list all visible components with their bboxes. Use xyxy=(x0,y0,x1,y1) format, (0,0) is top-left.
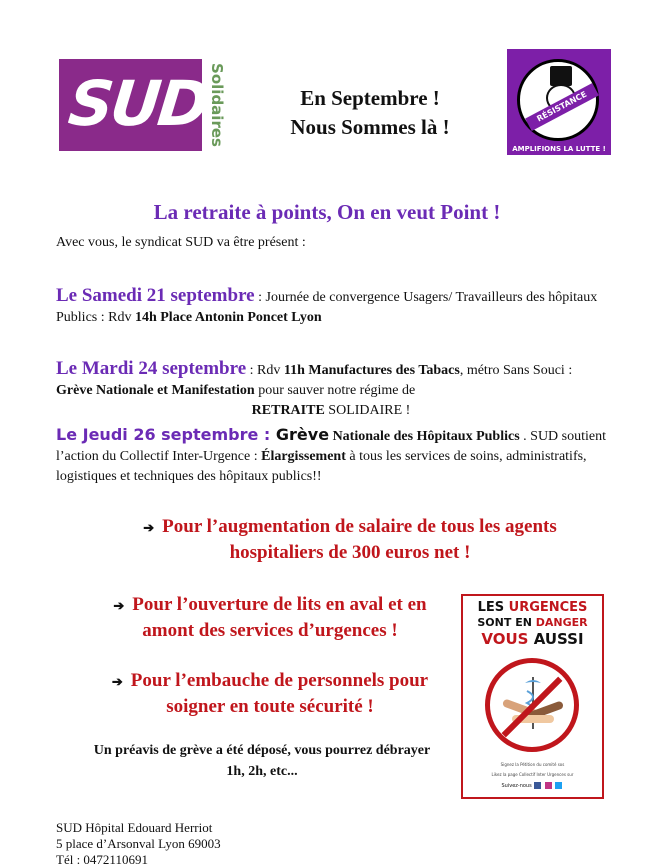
poster-social-icons xyxy=(463,782,602,789)
poster-icons-label: Suivez-nous xyxy=(501,783,532,789)
poster-line-1 xyxy=(463,600,602,615)
demand-beds-text-2: amont des services d’urgences ! xyxy=(142,620,398,641)
demand-hiring-text-1: Pour l’embauche de personnels pour xyxy=(130,670,429,691)
poster-fine-print-1: Signez la Pétition du comité sos xyxy=(500,762,565,767)
page-title: La retraite à points, On en veut Point ! xyxy=(153,200,501,224)
poster-l3-b: AUSSI xyxy=(528,630,584,648)
urgences-poster xyxy=(461,594,604,799)
heading-line-2: Nous Sommes là ! xyxy=(290,115,450,139)
demand-beds-line-1 xyxy=(80,592,460,618)
sud-logo-word: SUD xyxy=(65,67,211,140)
event-mardi-text-4: SOLIDAIRE ! xyxy=(324,403,411,418)
event-mardi-text-1: : Rdv xyxy=(246,363,284,378)
event-mardi-text-3: pour sauver notre régime de xyxy=(254,383,416,398)
poster-l3-a: VOUS xyxy=(481,630,529,648)
event-mardi-date: Le Mardi 24 septembre xyxy=(56,358,247,379)
facebook-icon xyxy=(534,782,541,789)
event-mardi-text-2: , métro Sans Souci : xyxy=(459,363,573,378)
demand-beds-text-1: Pour l’ouverture de lits en aval et en xyxy=(132,594,427,615)
demand-beds xyxy=(80,592,460,643)
resistance-logo xyxy=(507,49,611,155)
event-samedi-text: : Journée de convergence Usagers/ Travailleurs des hôpitaux Publics : Rdv xyxy=(56,290,598,325)
event-jeudi-title: Nationale des Hôpitaux Publics xyxy=(329,429,520,444)
preavis-notice xyxy=(52,740,472,782)
poster-l2-b: DANGER xyxy=(535,616,588,629)
demand-hiring-line-1 xyxy=(80,668,460,694)
twitter-icon xyxy=(555,782,562,789)
event-samedi-place: 14h Place Antonin Poncet Lyon xyxy=(134,310,322,325)
heading-line-1: En Septembre ! xyxy=(300,86,440,110)
demand-hiring-text-2: soigner en toute sécurité ! xyxy=(166,696,374,717)
arrow-right-icon: ➔ xyxy=(143,520,155,535)
poster-line-2 xyxy=(463,616,602,629)
arrow-right-icon: ➔ xyxy=(111,674,123,689)
event-mardi-action: Grève Nationale et Manifestation xyxy=(56,383,255,398)
footer-line-3: Tél : 0472110691 xyxy=(56,852,148,867)
resistance-logo-circle xyxy=(517,59,599,141)
event-samedi xyxy=(56,286,606,328)
prohibition-circle-icon xyxy=(485,658,579,752)
poster-l2-a: SONT EN xyxy=(477,616,536,629)
event-mardi-place: 11h Manufactures des Tabacs xyxy=(283,363,460,378)
event-jeudi xyxy=(56,425,606,487)
event-mardi xyxy=(56,359,606,421)
event-jeudi-elargissement: Élargissement xyxy=(261,449,346,464)
sud-logo xyxy=(59,59,229,151)
poster-line-3 xyxy=(463,630,602,648)
demand-salary-text-1: Pour l’augmentation de salaire de tous les agents xyxy=(162,516,557,537)
instagram-icon xyxy=(545,782,552,789)
demand-salary-text-2: hospitaliers de 300 euros net ! xyxy=(229,542,471,563)
demand-salary-line-1 xyxy=(90,514,610,540)
event-jeudi-text-2: à tous les services de soins, administratifs, logistiques et techniques des hôpitaux publics!! xyxy=(56,449,587,484)
intro-text: Avec vous, le syndicat SUD va être présent : xyxy=(56,235,306,250)
arrow-right-icon: ➔ xyxy=(113,598,125,613)
sud-logo-box xyxy=(59,59,211,151)
sud-logo-vertical xyxy=(205,59,229,151)
event-jeudi-text-1: . SUD soutient l’action du Collectif Inter-Urgence : xyxy=(56,429,606,464)
event-jeudi-date: Le Jeudi 26 septembre : xyxy=(56,425,271,444)
event-mardi-retraite xyxy=(56,401,606,421)
poster-l1-b: URGENCES xyxy=(508,600,588,615)
footer-address xyxy=(56,820,221,868)
demand-salary xyxy=(90,514,610,565)
event-jeudi-greve: Grève xyxy=(270,425,330,444)
event-mardi-retraite-bold: RETRAITE xyxy=(251,403,325,418)
event-samedi-date: Le Samedi 21 septembre xyxy=(56,285,255,306)
preavis-line-2: 1h, 2h, etc... xyxy=(226,764,298,779)
demand-hiring xyxy=(80,668,460,719)
top-hat-icon xyxy=(550,66,572,86)
resistance-band: RÉSISTANCE xyxy=(525,83,599,131)
footer-line-1: SUD Hôpital Edouard Herriot xyxy=(56,820,213,835)
poster-fine-print-2: Likez la page Collectif Inter Urgences sur xyxy=(491,772,574,777)
preavis-line-1: Un préavis de grève a été déposé, vous pourrez débrayer xyxy=(93,743,431,758)
footer-line-2: 5 place d’Arsonval Lyon 69003 xyxy=(56,836,221,851)
resistance-footer: AMPLIFIONS LA LUTTE ! xyxy=(512,145,606,153)
sud-logo-vertical-text: Solidaires xyxy=(208,63,226,147)
poster-l1-a: LES xyxy=(477,600,509,615)
